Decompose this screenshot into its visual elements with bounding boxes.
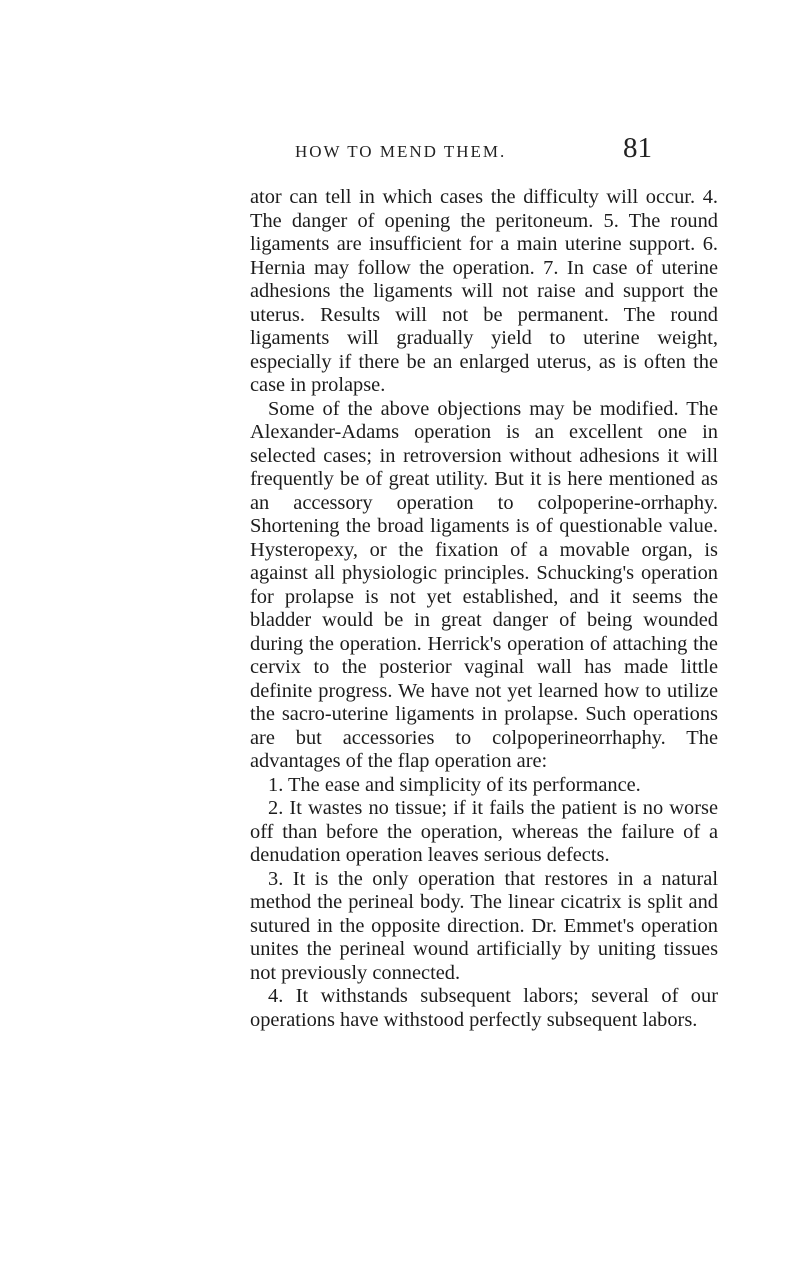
list-item-2: 2. It wastes no tissue; if it fails the patient is no worse off than before the operation, whereas the failure of a denudation operation leaves serious defects. [250,797,718,866]
paragraph: ator can tell in which cases the difficulty will occur. 4. The danger of opening the peritoneum. 5. The round ligaments are insufficient for a main uterine support. 6. Hernia may follow the operation. 7. In case of uterine adhesions the ligaments will not raise and support the uterus. Results will not be permanent. The round ligaments will gradually yield to uterine weight, especially if there be an enlarged uterus, as is often the case in prolapse. [250,186,718,396]
page-number: 81 [623,132,652,164]
list-item-1: 1. The ease and simplicity of its performance. [268,773,641,796]
running-title: HOW TO MEND THEM. [295,142,507,161]
paragraph: Some of the above objections may be modified. The Alexander-Adams operation is an excellent one in selected cases; in retroversion without adhesions it will frequently be of great utility. But it is here mentioned as an accessory operation to colpoperine-orrhaphy. Shortening the broad ligaments is of questionable value. Hysteropexy, or the fixation of a movable organ, is against all physiologic principles. Schucking's operation for prolapse is not yet established, and it seems the bladder would be in great danger of being wounded during the operation. Herrick's operation of attaching the cervix to the posterior vaginal wall has made little definite progress. We have not yet learned how to utilize the sacro-uterine ligaments in prolapse. Such operations are but accessories to colpoperineorrhaphy. The advantages of the flap operation are: [250,397,718,772]
list-item-4: 4. It withstands subsequent labors; several of our operations have withstood perfectly subsequent labors. [250,985,718,1031]
running-head [0,130,800,164]
list-item-3: 3. It is the only operation that restores in a natural method the perineal body. The linear cicatrix is split and sutured in the opposite direction. Dr. Emmet's operation unites the perineal wound artificially by uniting tissues not previously connected. [250,867,718,984]
body-text [250,186,718,1032]
